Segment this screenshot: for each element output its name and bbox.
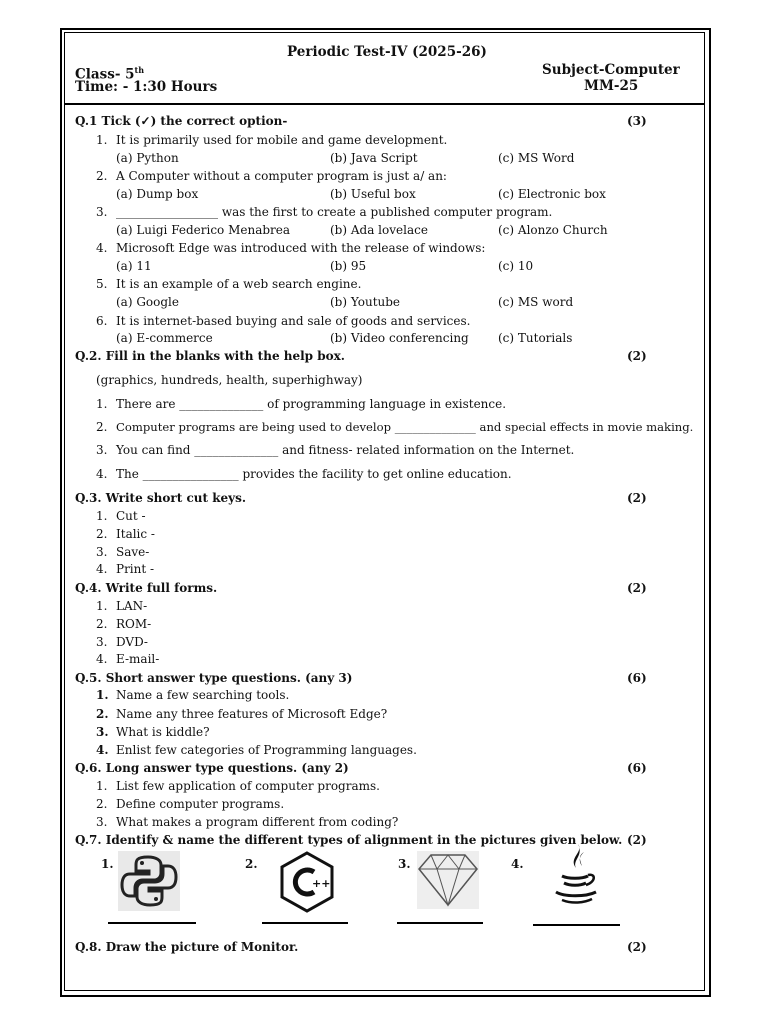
class-text: Class- 5 — [75, 66, 135, 83]
q1-question: It is an example of a web search engine. — [116, 277, 362, 291]
q1-option-c: (c) MS word — [498, 295, 574, 309]
q1-option-c: (c) Tutorials — [498, 331, 573, 345]
q5-item-num: 3. — [96, 725, 109, 739]
q4-item-num: 4. — [96, 652, 108, 666]
q1-option-c: (c) 10 — [498, 259, 534, 273]
max-marks: MM-25 — [584, 78, 639, 94]
q5-marks: (6) — [627, 671, 647, 685]
q8-marks: (2) — [627, 940, 647, 954]
q2-item-num: 1. — [96, 397, 108, 411]
q3-marks: (2) — [627, 491, 647, 505]
q2-marks: (2) — [627, 349, 647, 363]
q1-item-num: 5. — [96, 277, 108, 291]
q5-item: Name a few searching tools. — [116, 688, 290, 702]
q2-blank-item: The ________________ provides the facility to get online education. — [116, 467, 512, 481]
q1-title: Q.1 Tick (✓) the correct option- — [75, 114, 288, 128]
header-divider — [64, 103, 705, 105]
q3-item: Cut - — [116, 509, 146, 523]
q5-item-num: 4. — [96, 743, 109, 757]
q4-item-num: 2. — [96, 617, 108, 631]
ruby-gem-logo-icon — [417, 851, 479, 909]
q2-help-box: (graphics, hundreds, health, superhighway) — [96, 373, 363, 387]
q3-item-num: 1. — [96, 509, 108, 523]
q1-option-a: (a) 11 — [116, 259, 152, 273]
q1-option-b: (b) Video conferencing — [330, 331, 469, 345]
answer-line — [533, 924, 620, 926]
q6-item: Define computer programs. — [116, 797, 285, 811]
q4-item-num: 1. — [96, 599, 108, 613]
q1-option-c: (c) Alonzo Church — [498, 223, 608, 237]
q2-title: Q.2. Fill in the blanks with the help box. — [75, 349, 345, 363]
q4-item: DVD- — [116, 635, 148, 649]
q5-item: Enlist few categories of Programming languages. — [116, 743, 417, 757]
q1-option-a: (a) Google — [116, 295, 179, 309]
q1-option-b: (b) Java Script — [330, 151, 418, 165]
q2-item-num: 3. — [96, 443, 108, 457]
q3-item-num: 2. — [96, 527, 108, 541]
q1-option-b: (b) Useful box — [330, 187, 416, 201]
svg-text:++: ++ — [312, 877, 331, 890]
q2-item-num: 2. — [96, 420, 108, 434]
q1-question: A Computer without a computer program is just a/ an: — [116, 169, 447, 183]
q1-option-b: (b) 95 — [330, 259, 367, 273]
q7-picture-num: 1. — [101, 857, 114, 871]
q1-option-a: (a) Dump box — [116, 187, 199, 201]
test-title: Periodic Test-IV (2025-26) — [287, 44, 487, 60]
q2-blank-item: You can find ______________ and fitness- related information on the Internet. — [116, 443, 575, 457]
q8-title: Q.8. Draw the picture of Monitor. — [75, 940, 299, 954]
q1-option-a: (a) Python — [116, 151, 179, 165]
q4-item-num: 3. — [96, 635, 108, 649]
q4-item: E-mail- — [116, 652, 160, 666]
q3-title: Q.3. Write short cut keys. — [75, 491, 247, 505]
q5-title: Q.5. Short answer type questions. (any 3) — [75, 671, 353, 685]
q1-item-num: 3. — [96, 205, 108, 219]
q6-item-num: 3. — [96, 815, 108, 829]
q6-title: Q.6. Long answer type questions. (any 2) — [75, 761, 349, 775]
answer-line — [108, 922, 196, 924]
q1-option-b: (b) Ada lovelace — [330, 223, 428, 237]
q5-item: Name any three features of Microsoft Edge? — [116, 707, 388, 721]
q3-item: Save- — [116, 545, 150, 559]
q7-title: Q.7. Identify & name the different types of alignment in the pictures given below. — [75, 833, 623, 847]
answer-line — [262, 922, 348, 924]
q3-item: Print - — [116, 562, 155, 576]
q7-picture-num: 4. — [511, 857, 524, 871]
class-suffix: th — [134, 65, 145, 75]
q1-item-num: 4. — [96, 241, 108, 255]
q1-question: _________________ was the first to create a published computer program. — [116, 205, 553, 219]
q1-marks: (3) — [627, 114, 647, 128]
q2-item-num: 4. — [96, 467, 108, 481]
q6-item-num: 2. — [96, 797, 108, 811]
cpp-logo-icon — [278, 850, 336, 914]
subject-label: Subject-Computer — [542, 62, 680, 78]
q7-marks: (2) — [627, 833, 647, 847]
q5-item-num: 2. — [96, 707, 109, 721]
q3-item: Italic - — [116, 527, 155, 541]
q1-option-a: (a) E-commerce — [116, 331, 213, 345]
q4-title: Q.4. Write full forms. — [75, 581, 218, 595]
python-logo-icon — [118, 851, 180, 911]
q7-picture-num: 3. — [398, 857, 411, 871]
q1-option-c: (c) MS Word — [498, 151, 575, 165]
q1-item-num: 1. — [96, 133, 108, 147]
q1-question: It is internet-based buying and sale of goods and services. — [116, 314, 471, 328]
q6-item-num: 1. — [96, 779, 108, 793]
q7-picture-num: 2. — [245, 857, 258, 871]
q1-option-b: (b) Youtube — [330, 295, 401, 309]
q5-item-num: 1. — [96, 688, 109, 702]
q1-item-num: 2. — [96, 169, 108, 183]
java-logo-icon — [550, 842, 602, 910]
answer-line — [397, 922, 483, 924]
q6-item: List few application of computer programs. — [116, 779, 380, 793]
q1-question: It is primarily used for mobile and game development. — [116, 133, 448, 147]
q4-item: ROM- — [116, 617, 152, 631]
q5-item: What is kiddle? — [116, 725, 210, 739]
q6-item: What makes a program different from coding? — [116, 815, 399, 829]
q3-item-num: 3. — [96, 545, 108, 559]
q3-item-num: 4. — [96, 562, 108, 576]
q2-blank-item: Computer programs are being used to develop ______________ and special effects in movie making. — [116, 420, 694, 434]
q4-marks: (2) — [627, 581, 647, 595]
q4-item: LAN- — [116, 599, 148, 613]
q1-option-a: (a) Luigi Federico Menabrea — [116, 223, 291, 237]
q6-marks: (6) — [627, 761, 647, 775]
time-label: Time: - 1:30 Hours — [75, 79, 218, 95]
q1-item-num: 6. — [96, 314, 108, 328]
q2-blank-item: There are ______________ of programming language in existence. — [116, 397, 507, 411]
q1-option-c: (c) Electronic box — [498, 187, 606, 201]
q1-question: Microsoft Edge was introduced with the release of windows: — [116, 241, 486, 255]
